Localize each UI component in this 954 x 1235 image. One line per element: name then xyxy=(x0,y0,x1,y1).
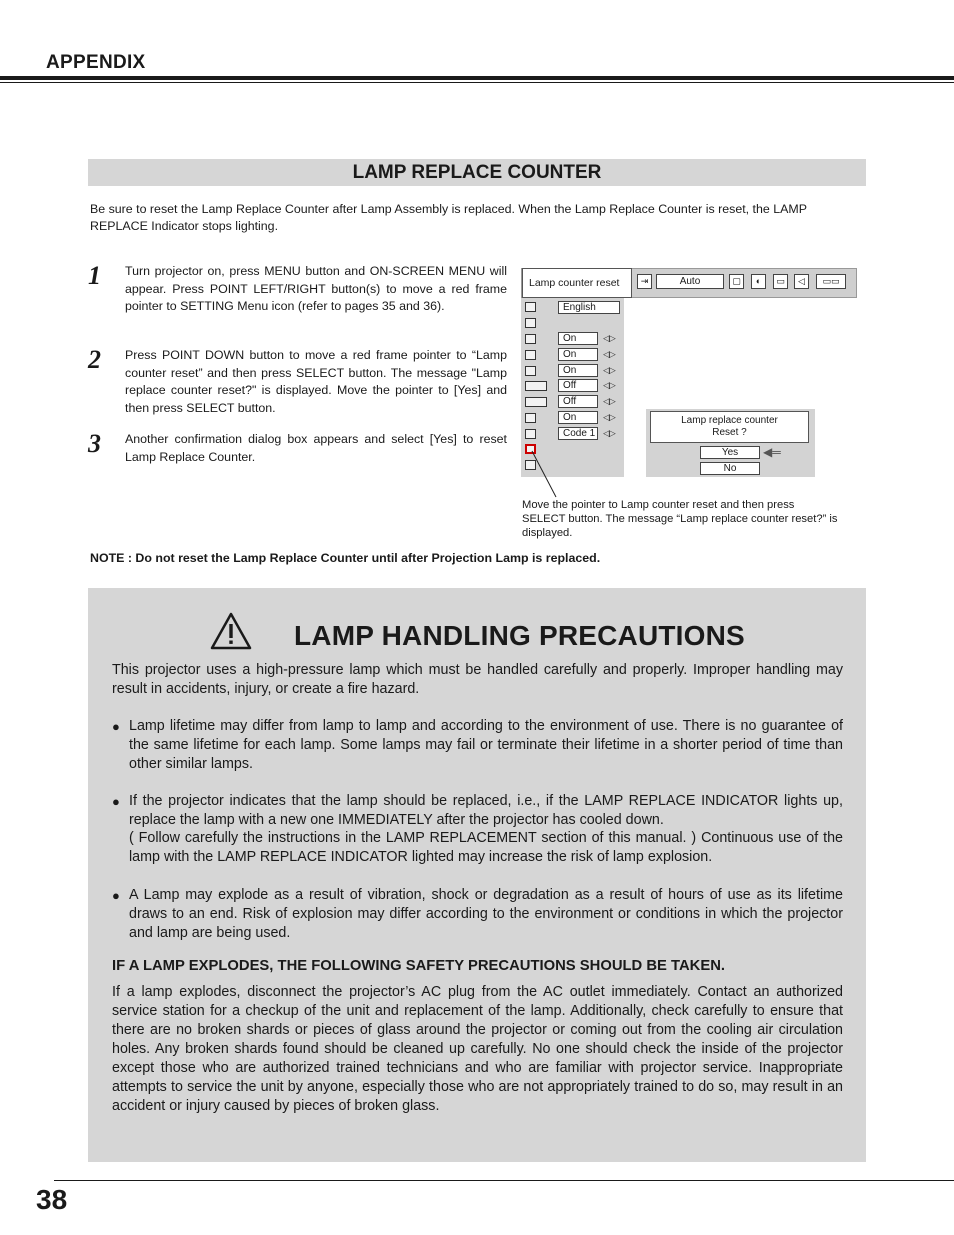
menu-value: Off xyxy=(558,395,598,408)
note-text: NOTE : Do not reset the Lamp Replace Counter until after Projection Lamp is replaced. xyxy=(90,551,601,565)
left-right-arrows-icon: ◁▷ xyxy=(603,396,615,406)
menu-value: Off xyxy=(558,379,598,392)
section-intro: Be sure to reset the Lamp Replace Counter after Lamp Assembly is replaced. When the Lamp Replace Counter is reset, the LAMP REPLACE Indicator stops lighting. xyxy=(90,202,807,233)
sound-icon: ◁ xyxy=(794,274,809,289)
warning-triangle-icon xyxy=(210,612,252,650)
precaution-bullet-1: Lamp lifetime may differ from lamp to lamp and according to the environment of use. There is no guarantee of the same lifetime for each lamp. Some lamps may fail or terminate their lifetime in a shorter period of time than other similar lamps. xyxy=(129,718,843,772)
left-right-arrows-icon: ◁▷ xyxy=(603,365,615,375)
image-icon: ◐ xyxy=(751,274,766,289)
enter-icon: ⇥ xyxy=(637,274,652,289)
dialog-line-2: Reset ? xyxy=(712,427,747,438)
pointer-hand-icon: ◀═ xyxy=(763,445,781,459)
square-icon: ▢ xyxy=(729,274,744,289)
explosion-instructions: If a lamp explodes, disconnect the projector’s AC plug from the AC outlet immediately. Contact an authorized service station for a checkup of the unit and replacement of the lamp. Additionally, check carefully to ensure that there are no broken shards or pieces of glass around the projector or coming out from the cooling air circulation holes. Any broken shards found should be cleaned up carefully. No one should check the inside of the projector except those who are authorized trained technicians and who are familiar with projector service. Inappropriate attempts to service the unit by anyone, especially those who are not appropriately trained to do so, may result in an accident or injury caused by pieces of broken glass. xyxy=(112,984,843,1114)
precaution-bullet-2: If the projector indicates that the lamp should be replaced, i.e., if the LAMP REPLACE INDICATOR lights up, replace the lamp with a new one IMMEDIATELY after the projector has cooled down. xyxy=(129,793,843,828)
page-number: 38 xyxy=(36,1184,68,1215)
precaution-bullet-2-continued: ( Follow carefully the instructions in the LAMP REPLACEMENT section of this manual. ) Continuous use of the lamp with the LAMP REPLACE INDICATOR lighted may increase the risk of lamp explosion. xyxy=(129,830,843,865)
step-number-2: 2 xyxy=(88,345,101,374)
left-right-arrows-icon: ◁▷ xyxy=(603,428,615,438)
menu-auto-field: Auto xyxy=(656,274,724,289)
left-right-arrows-icon: ◁▷ xyxy=(603,380,615,390)
dialog-line-1: Lamp replace counter xyxy=(681,415,778,426)
precautions-title: LAMP HANDLING PRECAUTIONS xyxy=(294,620,745,651)
menu-value: On xyxy=(558,411,598,424)
screen-icon: ▭ xyxy=(773,274,788,289)
step-number-3: 3 xyxy=(88,429,101,458)
step-number-1: 1 xyxy=(88,261,101,290)
menu-tab-lamp-counter-reset: Lamp counter reset xyxy=(522,268,632,298)
dialog-yes-button: Yes xyxy=(700,446,760,459)
section-header-title: APPENDIX xyxy=(46,52,146,73)
bullet-icon: ● xyxy=(112,719,120,734)
section-title-bar: LAMP REPLACE COUNTER xyxy=(88,159,866,186)
step-text-2: Press POINT DOWN button to move a red frame pointer to “Lamp counter reset” and then press SELECT button. The message "Lamp replace counter reset?" is displayed. Move the pointer to [Yes] and then press SELECT button. xyxy=(125,348,507,415)
left-right-arrows-icon: ◁▷ xyxy=(603,349,615,359)
dialog-no-button: No xyxy=(700,462,760,475)
menu-value: On xyxy=(558,348,598,361)
menu-value: On xyxy=(558,364,598,377)
precaution-bullet-3: A Lamp may explode as a result of vibration, shock or degradation as a result of hours of use as its lifetime draws to an end. Risk of explosion may differ according to the environment or conditions in which the projector and lamp are being used. xyxy=(129,887,843,941)
menu-caption: Move the pointer to Lamp counter reset and then press SELECT button. The message “Lamp replace counter reset?” is displayed. xyxy=(522,499,838,539)
precautions-intro: This projector uses a high-pressure lamp which must be handled carefully and properly. Improper handling may result in accidents, injury, or create a fire hazard. xyxy=(112,662,843,697)
menu-value: On xyxy=(558,332,598,345)
setting-icon: ▭▭ xyxy=(816,274,846,289)
step-text-1: Turn projector on, press MENU button and ON-SCREEN MENU will appear. Press POINT LEFT/RIGHT button(s) to move a red frame pointer to SETTING Menu icon (refer to pages 35 and 36). xyxy=(125,264,507,313)
left-right-arrows-icon: ◁▷ xyxy=(603,412,615,422)
left-right-arrows-icon: ◁▷ xyxy=(603,333,615,343)
menu-value-language: English xyxy=(558,301,620,314)
explosion-subheading: IF A LAMP EXPLODES, THE FOLLOWING SAFETY PRECAUTIONS SHOULD BE TAKEN. xyxy=(112,958,726,974)
menu-value: Code 1 xyxy=(558,427,598,440)
bullet-icon: ● xyxy=(112,888,120,903)
step-text-3: Another confirmation dialog box appears and select [Yes] to reset Lamp Replace Counter. xyxy=(125,432,507,464)
footer-rule xyxy=(54,1180,954,1181)
bullet-icon: ● xyxy=(112,794,120,809)
